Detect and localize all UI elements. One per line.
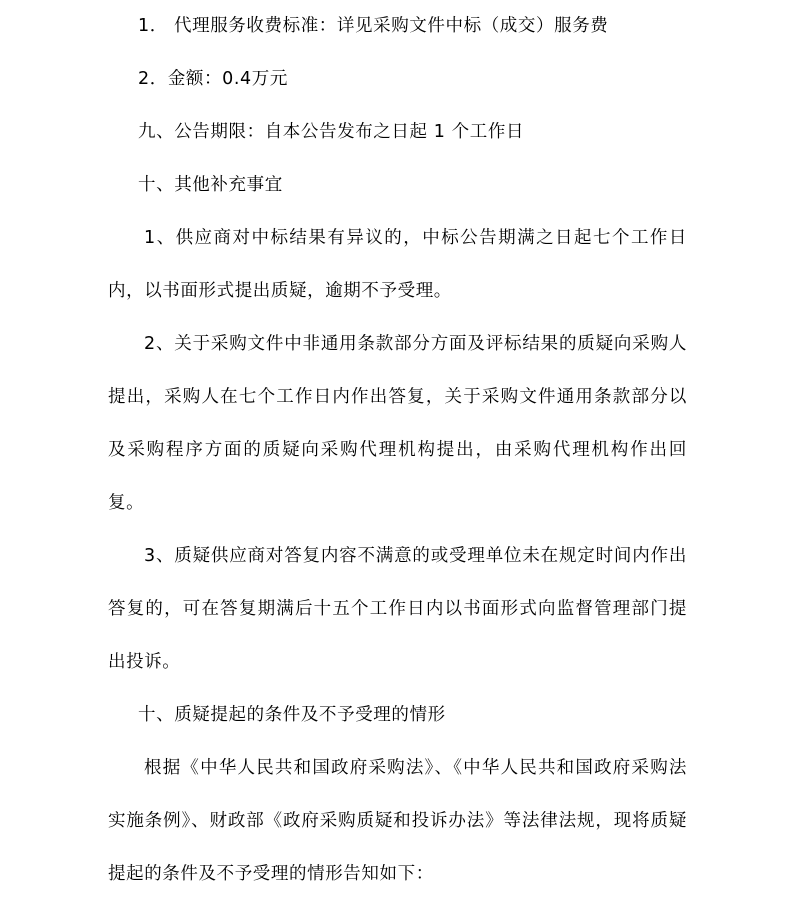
paragraph-query-channel: 2、关于采购文件中非通用条款部分方面及评标结果的质疑向采购人提出，采购人在七个工作日内作出答复，关于采购文件通用条款部分以及采购程序方面的质疑向采购代理机构提出，由采购代理机构作出回复。 [108, 334, 687, 513]
paragraph-complaint: 3、质疑供应商对答复内容不满意的或受理单位未在规定时间内作出答复的，可在答复期满后十五个工作日内以书面形式向监督管理部门提出投诉。 [108, 546, 687, 672]
paragraph-query-conditions-heading: 十、质疑提起的条件及不予受理的情形 [138, 705, 446, 725]
paragraph-supplementary-heading: 十、其他补充事宜 [138, 175, 283, 195]
paragraph-legal-basis: 根据《中华人民共和国政府采购法》、《中华人民共和国政府采购法实施条例》、财政部《政府采购质疑和投诉办法》等法律法规，现将质疑提起的条件及不予受理的情形告知如下： [108, 758, 687, 884]
paragraph-notice-period: 九、公告期限：自本公告发布之日起 1 个工作日 [138, 122, 525, 142]
paragraph-fee-standard: 1． 代理服务收费标准：详见采购文件中标（成交）服务费 [138, 16, 609, 36]
paragraph-fee-amount: 2．金额：0.4万元 [138, 69, 288, 89]
paragraph-objection: 1、供应商对中标结果有异议的，中标公告期满之日起七个工作日内，以书面形式提出质疑，逾期不予受理。 [108, 228, 687, 301]
